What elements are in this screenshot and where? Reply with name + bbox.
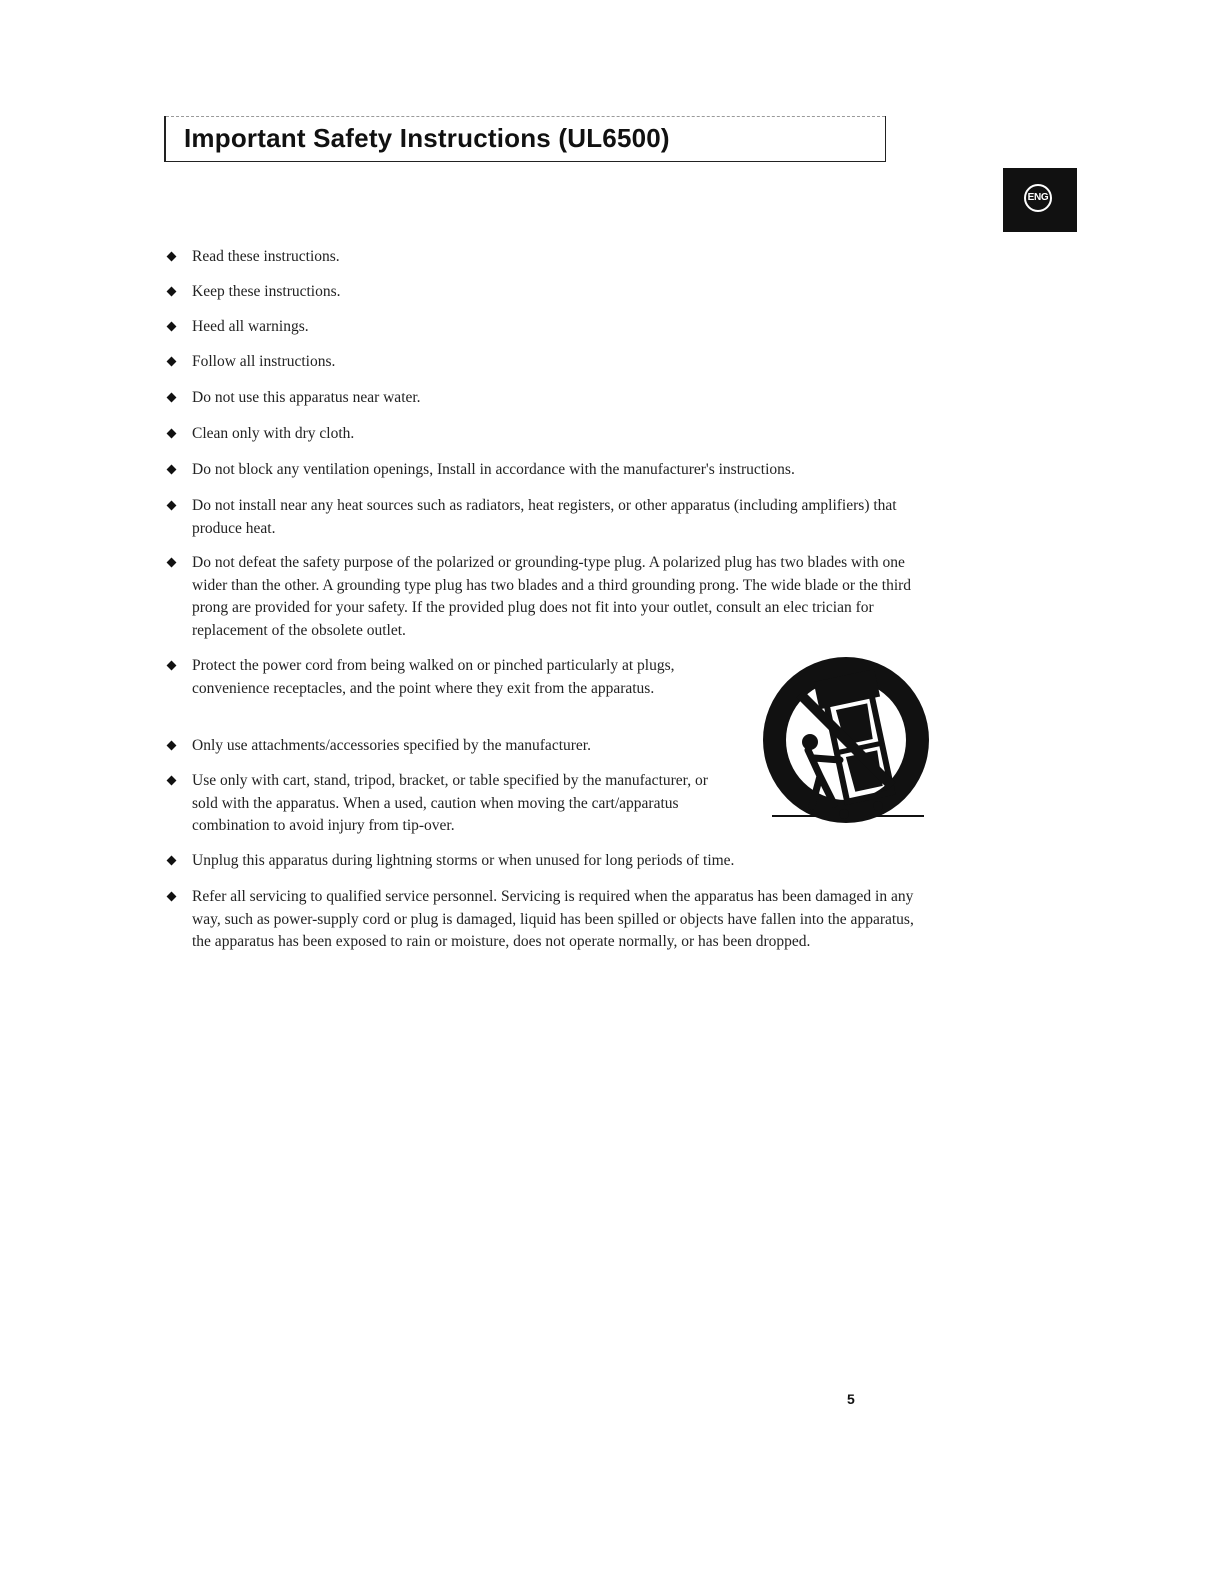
- instruction-item: Read these instructions.: [192, 246, 892, 269]
- instruction-item: Use only with cart, stand, tripod, bracket, or table specified by the manufacturer, or sold with the apparatus. When a used, caution when moving the cart/apparatus combination to avoid injury from tip-over.: [192, 770, 722, 838]
- instruction-item: Unplug this apparatus during lightning storms or when unused for long periods of time.: [192, 850, 912, 873]
- cart-tip-over-warning-icon: [760, 656, 930, 830]
- instruction-item: Do not install near any heat sources such as radiators, heat registers, or other apparatus (including amplifiers) that produce heat.: [192, 495, 912, 540]
- instruction-item: Refer all servicing to qualified service personnel. Servicing is required when the apparatus has been damaged in any way, such as power-supply cord or plug is damaged, liquid has been spilled or objects have fallen into the apparatus, the apparatus has been exposed to rain or moisture, does not operate normally, or has been dropped.: [192, 886, 922, 954]
- eng-language-icon: ENG: [1024, 184, 1052, 212]
- instruction-item: Do not block any ventilation openings, Install in accordance with the manufacturer's instructions.: [192, 459, 912, 482]
- instruction-item: Protect the power cord from being walked on or pinched particularly at plugs, convenience receptacles, and the point where they exit from the apparatus.: [192, 655, 722, 700]
- instruction-item: Follow all instructions.: [192, 351, 892, 374]
- page-number: 5: [847, 1391, 855, 1407]
- instruction-item: Do not use this apparatus near water.: [192, 387, 892, 410]
- instruction-item: Heed all warnings.: [192, 316, 892, 339]
- instruction-item: Keep these instructions.: [192, 281, 892, 304]
- instruction-item: Clean only with dry cloth.: [192, 423, 892, 446]
- instruction-item: Only use attachments/accessories specified by the manufacturer.: [192, 735, 722, 758]
- instruction-item: Do not defeat the safety purpose of the polarized or grounding-type plug. A polarized plug has two blades with one wider than the other. A grounding type plug has two blades and a third grounding prong. The wide blade or the third prong are provided for your safety. If the provided plug does not fit into your outlet, consult an elec trician for replacement of the obsolete outlet.: [192, 552, 937, 642]
- page-title: Important Safety Instructions (UL6500): [184, 123, 670, 153]
